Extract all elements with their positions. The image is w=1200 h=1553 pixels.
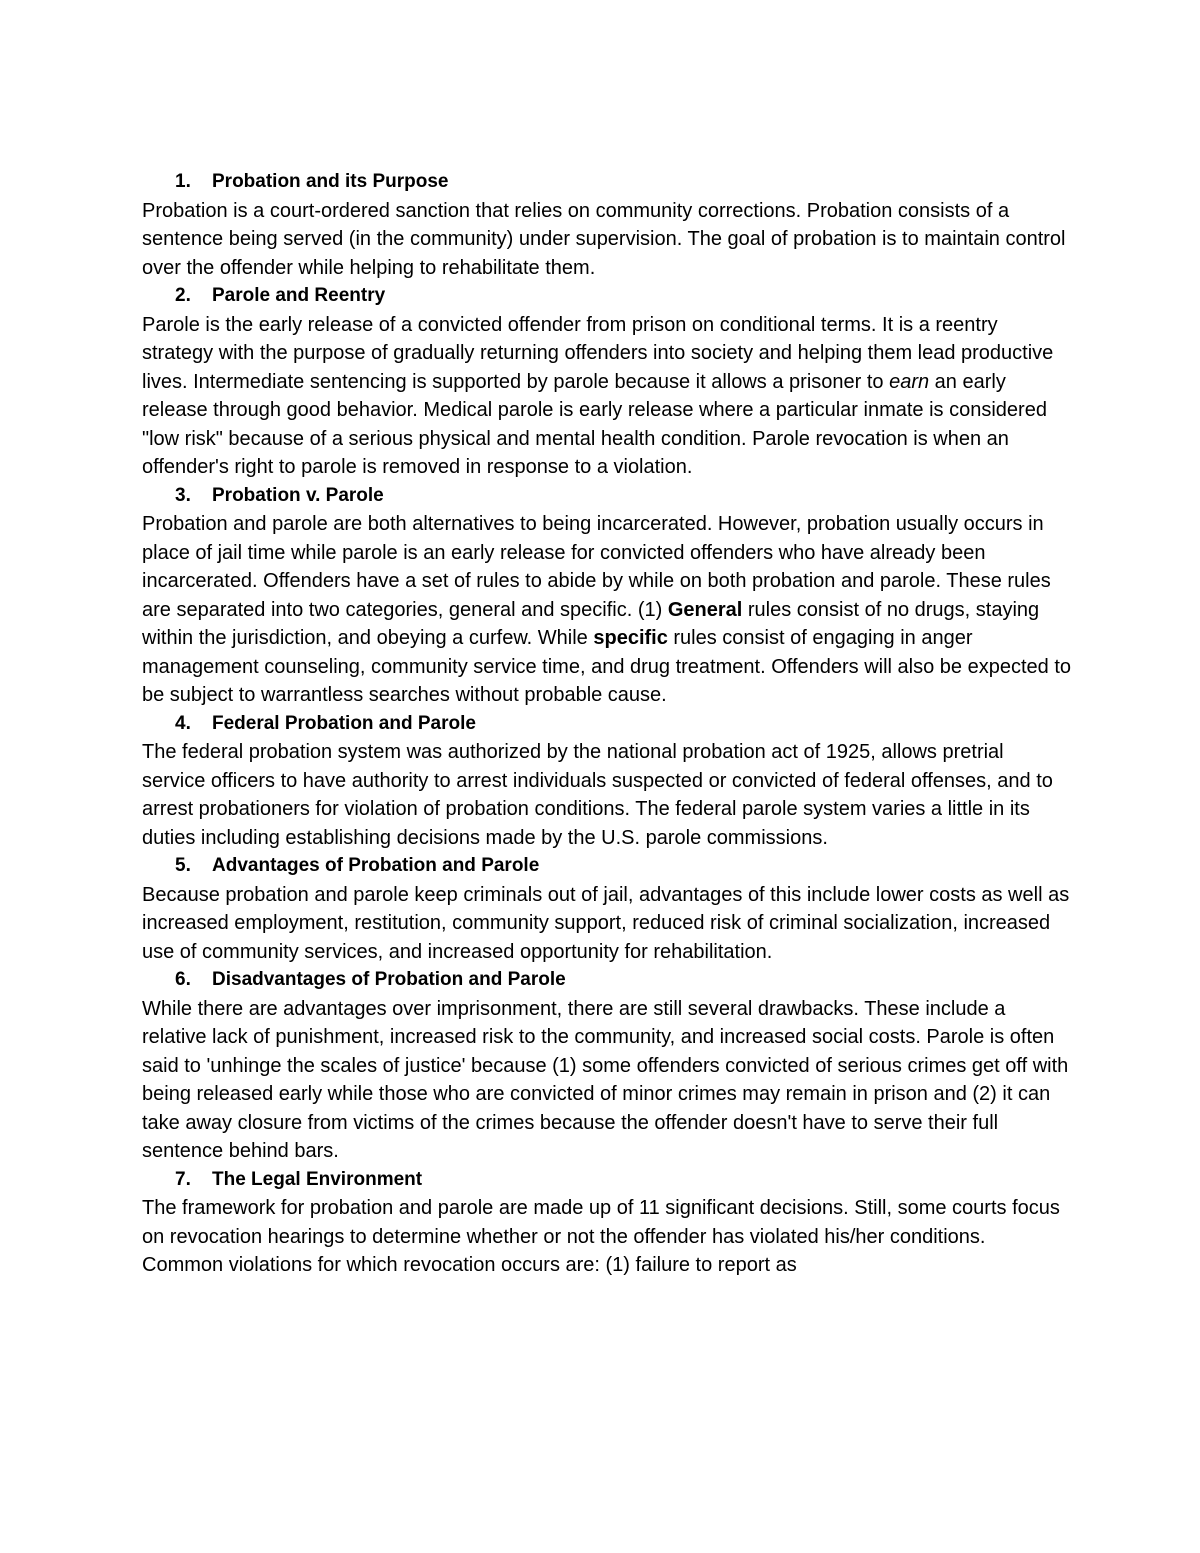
- section-heading: [142, 852, 1072, 881]
- section-body: [142, 510, 1072, 710]
- section-number: 5.: [175, 855, 191, 876]
- section-number: 4.: [175, 712, 191, 734]
- bold-term-general: General: [667, 598, 743, 621]
- body-segment: The framework for probation and parole are made up of 11 significant decisions. Still, some courts focus on revocation hearings to determine whether or not the offender has violated his/her conditions. Common violations for which revocation occurs are: (1) failure to report as: [142, 1197, 1060, 1276]
- section-2: [142, 282, 1072, 482]
- section-number: 1.: [175, 171, 191, 192]
- section-body: [142, 311, 1072, 482]
- section-title: Federal Probation and Parole: [212, 712, 476, 734]
- body-segment: rules consist of engaging in anger management counseling, community service time, and drug treatment. Offenders will also be expected to be subject to warrantless searches without probable cause.: [142, 627, 1071, 706]
- section-heading: [142, 1166, 1072, 1195]
- section-title: The Legal Environment: [212, 1168, 423, 1190]
- body-segment: Because probation and parole keep criminals out of jail, advantages of this include lower costs as well as increased employment, restitution, community support, reduced risk of criminal socialization, increased use of community services, and increased opportunity for rehabilitation.: [142, 883, 1070, 963]
- section-heading: [142, 168, 1072, 197]
- body-segment: Probation is a court-ordered sanction that relies on community corrections. Probation consists of a sentence being served (in the community) under supervision. The goal of probation is to maintain control over the offender while helping to rehabilitate them.: [142, 199, 1066, 279]
- body-segment: an early release through good behavior. Medical parole is early release where a particular inmate is considered "low risk" because of a serious physical and mental health condition. Parole revocation is when an offender's right to parole is removed in response to a violation.: [142, 370, 1047, 478]
- section-title: Disadvantages of Probation and Parole: [212, 969, 566, 990]
- section-3: [142, 482, 1072, 710]
- section-title: Probation and its Purpose: [212, 171, 449, 192]
- section-body: [142, 881, 1072, 967]
- section-1: [142, 168, 1072, 282]
- section-title: Parole and Reentry: [212, 285, 386, 306]
- body-segment: While there are advantages over imprisonment, there are still several drawbacks. These include a relative lack of punishment, increased risk to the community, and increased social costs. Parole is often said to 'unhinge the scales of justice' because (1) some offenders convicted of serious crimes get off with being released early while those who are convicted of minor crimes may remain in prison and (2) it can take away closure from victims of the crimes because the offender doesn't have to serve their full sentence behind bars.: [142, 997, 1069, 1162]
- section-body: [142, 738, 1072, 852]
- section-number: 2.: [175, 285, 191, 306]
- section-title: Probation v. Parole: [212, 484, 384, 506]
- document-page: [142, 168, 1072, 1280]
- body-segment: rules consist of no drugs, staying within the jurisdiction, and obeying a curfew. While: [142, 598, 1040, 649]
- section-body: [142, 995, 1072, 1166]
- section-heading: [142, 710, 1072, 739]
- section-title: Advantages of Probation and Parole: [212, 855, 540, 876]
- section-heading: [142, 482, 1072, 511]
- bold-term-specific: specific: [593, 627, 668, 649]
- body-segment: The federal probation system was authorized by the national probation act of 1925, allows pretrial service officers to have authority to arrest individuals suspected or convicted of federal offenses, and to arrest probationers for violation of probation conditions. The federal parole system varies a little in its duties including establishing decisions made by the U.S. parole commissions.: [142, 741, 1053, 849]
- section-number: 6.: [175, 969, 191, 990]
- body-segment: Probation and parole are both alternatives to being incarcerated. However, probation usually occurs in place of jail time while parole is an early release for convicted offenders who have already been incarcerated. Offenders have a set of rules to abide by while on both probation and parole. These rules are separated into two categories, general and specific. (1): [142, 513, 1051, 621]
- section-body: [142, 197, 1072, 283]
- section-4: [142, 710, 1072, 853]
- section-heading: [142, 966, 1072, 995]
- section-body: [142, 1194, 1072, 1280]
- section-number: 7.: [175, 1168, 191, 1190]
- section-6: [142, 966, 1072, 1166]
- emphasis-text: earn: [889, 370, 930, 393]
- body-segment: Parole is the early release of a convicted offender from prison on conditional terms. It is a reentry strategy with the purpose of gradually returning offenders into society and helping them lead productive lives. Intermediate sentencing is supported by parole because it allows a prisoner to: [142, 313, 1054, 393]
- section-heading: [142, 282, 1072, 311]
- section-5: [142, 852, 1072, 966]
- section-number: 3.: [175, 484, 191, 506]
- section-7: [142, 1166, 1072, 1280]
